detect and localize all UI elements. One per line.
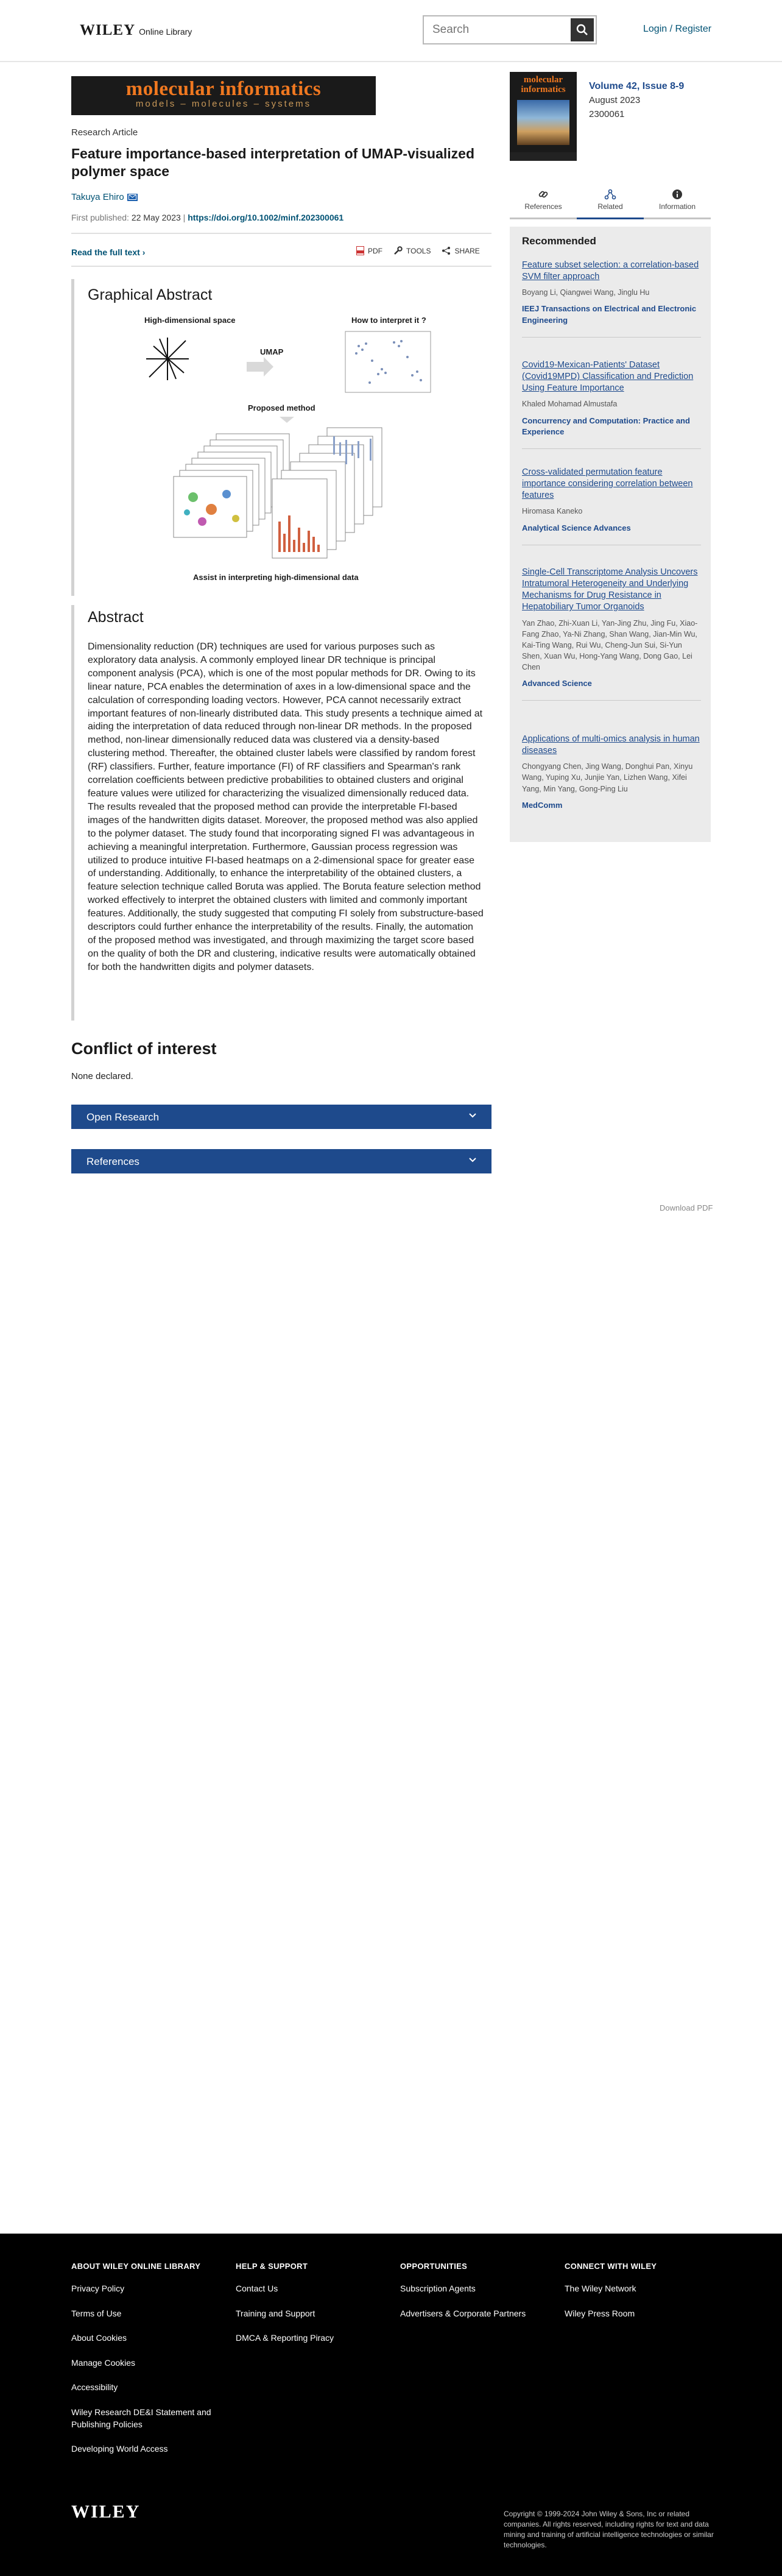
recommended-item — [522, 467, 701, 545]
footer-wiley-logo[interactable]: WILEY — [71, 2502, 141, 2522]
search-input[interactable]: Search — [432, 23, 470, 36]
recommended-title-link[interactable]: Single-Cell Transcriptome Analysis Uncovers Intratumoral Heterogeneity and Underlying Mechanisms for Drug Resistance in Hepatobiliary Tumor Organoids — [522, 567, 698, 612]
footer-link-contact-us[interactable]: Contact Us — [236, 2284, 278, 2293]
recommended-authors: Khaled Mohamad Almustafa — [522, 400, 618, 409]
tab-related[interactable] — [577, 183, 644, 218]
footer-link-terms-of-use[interactable]: Terms of Use — [71, 2308, 122, 2318]
recommended-title-link[interactable]: Applications of multi-omics analysis in human diseases — [522, 734, 700, 756]
link-icon — [538, 189, 549, 200]
recommended-authors: Hiromasa Kaneko — [522, 507, 583, 516]
abstract-section — [71, 605, 491, 1021]
issue-date: August 2023 — [589, 95, 641, 105]
recommended-item — [522, 359, 701, 449]
footer-column-about — [71, 2262, 224, 2468]
doi-link[interactable]: https://doi.org/10.1002/minf.202300061 — [188, 213, 344, 222]
share-button[interactable] — [442, 246, 479, 255]
chevron-right-icon: › — [142, 247, 146, 257]
pdf-label: PDF — [368, 246, 382, 255]
author-link[interactable]: Takuya Ehiro — [71, 192, 124, 202]
journal-cover-image[interactable] — [510, 72, 577, 161]
search-icon — [576, 24, 588, 36]
open-research-label: Open Research — [86, 1111, 160, 1123]
footer-link-privacy-policy[interactable]: Privacy Policy — [71, 2284, 125, 2293]
author-row — [71, 192, 138, 202]
tab-information[interactable] — [644, 183, 711, 218]
divider — [522, 448, 701, 449]
graphical-abstract-figure[interactable] — [126, 314, 443, 592]
footer-link-advertisers[interactable]: Advertisers & Corporate Partners — [400, 2308, 526, 2318]
network-icon — [604, 189, 616, 200]
article-number: 2300061 — [589, 109, 625, 119]
pdf-button[interactable] — [356, 246, 382, 255]
read-full-text-link[interactable] — [71, 247, 145, 257]
share-icon — [442, 246, 451, 255]
abstract-heading: Abstract — [88, 609, 144, 626]
cover-title: molecular informatics — [521, 75, 566, 94]
pub-separator: | — [183, 213, 188, 222]
recommended-journal: MedComm — [522, 800, 563, 810]
login-register-link[interactable]: Login / Register — [643, 24, 712, 34]
tab-references-label: References — [524, 202, 562, 211]
recommended-heading: Recommended — [522, 235, 596, 247]
journal-banner[interactable] — [71, 76, 376, 115]
divider — [71, 266, 491, 267]
recommended-authors: Chongyang Chen, Jing Wang, Donghui Pan, Xinyu Wang, Yuping Xu, Junjie Yan, Lizhen Wang, Xifei Yang, Min Yang, Gong-Ping Liu — [522, 762, 693, 793]
sidebar-tabs — [510, 183, 711, 219]
divider — [71, 233, 491, 234]
divider — [522, 337, 701, 338]
article-type: Research Article — [71, 127, 138, 138]
graphical-abstract-section — [71, 279, 491, 596]
umap-label: UMAP — [260, 347, 284, 356]
chevron-down-icon — [468, 1113, 477, 1119]
site-header — [0, 0, 782, 62]
cover-artwork — [517, 100, 569, 145]
divider — [522, 700, 701, 701]
volume-issue-link[interactable]: Volume 42, Issue 8-9 — [589, 81, 685, 91]
recommended-title-link[interactable]: Covid19-Mexican-Patients' Dataset (Covid19MPD) Classification and Prediction Using Feature Importance — [522, 360, 694, 394]
tools-label: TOOLS — [406, 246, 431, 255]
recommended-authors: Boyang Li, Qiangwei Wang, Jinglu Hu — [522, 288, 650, 297]
recommended-item — [522, 260, 701, 338]
footer-link-accessibility[interactable]: Accessibility — [71, 2382, 118, 2393]
published-date: 22 May 2023 — [131, 213, 181, 222]
search-button[interactable] — [571, 18, 594, 41]
footer-link-dei-statement[interactable]: Wiley Research DE&I Statement and Publishing Policies — [71, 2407, 211, 2429]
logo-suffix-text: Online Library — [139, 27, 192, 37]
banner-subtitle: models – molecules – systems — [135, 99, 312, 109]
share-label: SHARE — [454, 246, 480, 255]
open-research-accordion[interactable] — [71, 1105, 491, 1129]
abstract-text: Dimensionality reduction (DR) techniques are used for various purposes such as exploratory data analysis. A commonly employed linear DR technique is principal component analysis (PCA), which is one of the most popular methods for DR. Owing to its linear nature, PCA enables the determination of axes in a low-dimensional space and the calculation of corresponding loading vectors. However, PCA cannot necessarily extract important features of non-linearly distributed data. This study presents a technique aimed at aiding the interpretation of data reduced through non-linear DR methods. In the proposed method, non-linear dimensionally reduced data was clustered via a density-based clustering method. Thereafter, the obtained cluster labels were classified by random forest (RF) classifiers. Further, feature importance (FI) of RF classifiers and Spearman's rank correlation coefficients between predictive probabilities to obtained clusters and original feature values were utilized for characterizing the visualized dimensionally reduced data. The results revealed that the proposed method can provide the interpretable FI-based images of the handwritten digits dataset. Moreover, the proposed method was also applied to the polymer dataset. The study found that incorporating signed FI was advantageous in achieving a meaningful interpretation. Furthermore, Gaussian process regression was utilized to produce intuitive FI-based heatmaps on a 2-dimensional space for greater ease of understanding. Additionally, to enhance the interpretability of the obtained clusters, a feature selection technique called Boruta was applied. The Boruta feature selection method worked effectively to interpret the obtained clusters with limited and commonly important features. Additionally, the study suggested that computing FI solely from substructure-based descriptors could further enhance the interpretability of the results. Finally, the automation of the proposed method was investigated, and through maximizing the target score based on the quality of both the DR and clustering, indicative results were automatically obtained for both the handwritten digits and polymer datasets. — [88, 642, 484, 972]
hd-space-label: High-dimensional space — [144, 316, 236, 325]
conflict-of-interest-heading: Conflict of interest — [71, 1039, 217, 1058]
footer-link-about-cookies[interactable]: About Cookies — [71, 2333, 127, 2343]
read-full-text-label: Read the full text — [71, 247, 140, 257]
footer-heading: HELP & SUPPORT — [236, 2262, 308, 2271]
wiley-online-library-logo[interactable] — [80, 22, 192, 39]
footer-copyright: Copyright © 1999-2024 John Wiley & Sons, Inc or related companies. All rights reserved, including rights for text and data mining and training of artificial intelligence technologies or similar technologies. — [504, 2510, 714, 2550]
references-accordion[interactable] — [71, 1149, 491, 1173]
footer-heading: CONNECT WITH WILEY — [565, 2262, 657, 2271]
tab-related-label: Related — [597, 202, 623, 211]
footer-link-manage-cookies[interactable]: Manage Cookies — [71, 2357, 136, 2368]
download-pdf-link[interactable]: Download PDF — [660, 1203, 713, 1212]
conflict-of-interest-text: None declared. — [71, 1071, 133, 1081]
footer-link-training-support[interactable]: Training and Support — [236, 2308, 315, 2318]
recommended-journal: Concurrency and Computation: Practice and Experience — [522, 416, 690, 436]
email-icon[interactable] — [127, 194, 138, 201]
footer-heading: ABOUT WILEY ONLINE LIBRARY — [71, 2262, 201, 2271]
footer-link-dmca[interactable]: DMCA & Reporting Piracy — [236, 2333, 334, 2343]
footer-link-wiley-network[interactable]: The Wiley Network — [565, 2284, 636, 2293]
recommended-title-link[interactable]: Cross-validated permutation feature importance considering correlation between features — [522, 467, 693, 501]
published-label: First published: — [71, 213, 129, 222]
recommended-title-link[interactable]: Feature subset selection: a correlation-based SVM filter approach — [522, 260, 699, 282]
proposed-method-label: Proposed method — [248, 403, 315, 412]
recommended-item — [522, 567, 701, 701]
footer-link-press-room[interactable]: Wiley Press Room — [565, 2308, 635, 2318]
wrench-icon — [393, 246, 403, 255]
footer-link-subscription-agents[interactable]: Subscription Agents — [400, 2284, 476, 2293]
publication-info — [71, 213, 343, 222]
interpret-label: How to interpret it ? — [351, 316, 426, 325]
footer-column-opportunities — [400, 2262, 552, 2332]
recommended-item — [522, 734, 701, 811]
search-box — [423, 15, 597, 44]
recommended-panel — [510, 227, 711, 842]
banner-title: molecular informatics — [125, 78, 322, 100]
tab-information-label: Information — [658, 202, 696, 211]
footer-column-help — [236, 2262, 388, 2357]
graphical-abstract-heading: Graphical Abstract — [88, 286, 213, 303]
info-icon — [672, 189, 683, 200]
footer-column-connect — [565, 2262, 717, 2332]
references-label: References — [86, 1156, 139, 1167]
article-title: Feature importance-based interpretation of UMAP-visualized polymer space — [71, 146, 475, 180]
site-footer — [0, 2234, 782, 2576]
recommended-journal: IEEJ Transactions on Electrical and Electronic Engineering — [522, 304, 697, 325]
cover-footer-band — [510, 152, 577, 161]
footer-link-developing-world-access[interactable]: Developing World Access — [71, 2444, 168, 2454]
tools-button[interactable] — [393, 246, 431, 255]
logo-wiley-text: WILEY — [80, 22, 136, 38]
pdf-icon — [356, 246, 364, 255]
footer-heading: OPPORTUNITIES — [400, 2262, 468, 2271]
assist-label: Assist in interpreting high-dimensional data — [193, 573, 359, 582]
chevron-down-icon — [468, 1157, 477, 1163]
recommended-journal: Analytical Science Advances — [522, 523, 631, 533]
figure-graphics — [126, 314, 443, 592]
tab-references[interactable] — [510, 183, 577, 218]
recommended-authors: Yan Zhao, Zhi-Xuan Li, Yan-Jing Zhu, Jing Fu, Xiao-Fang Zhao, Ya-Ni Zhang, Shan Wang, Jian-Min Wu, Kai-Ting Wang, Rui Wu, Cheng-Jun Sui, Si-Yun Shen, Xuan Wu, Hong-Yang Wang, Dong Gao, Lei Chen — [522, 618, 698, 671]
article-tools — [356, 246, 491, 255]
recommended-journal: Advanced Science — [522, 679, 592, 688]
